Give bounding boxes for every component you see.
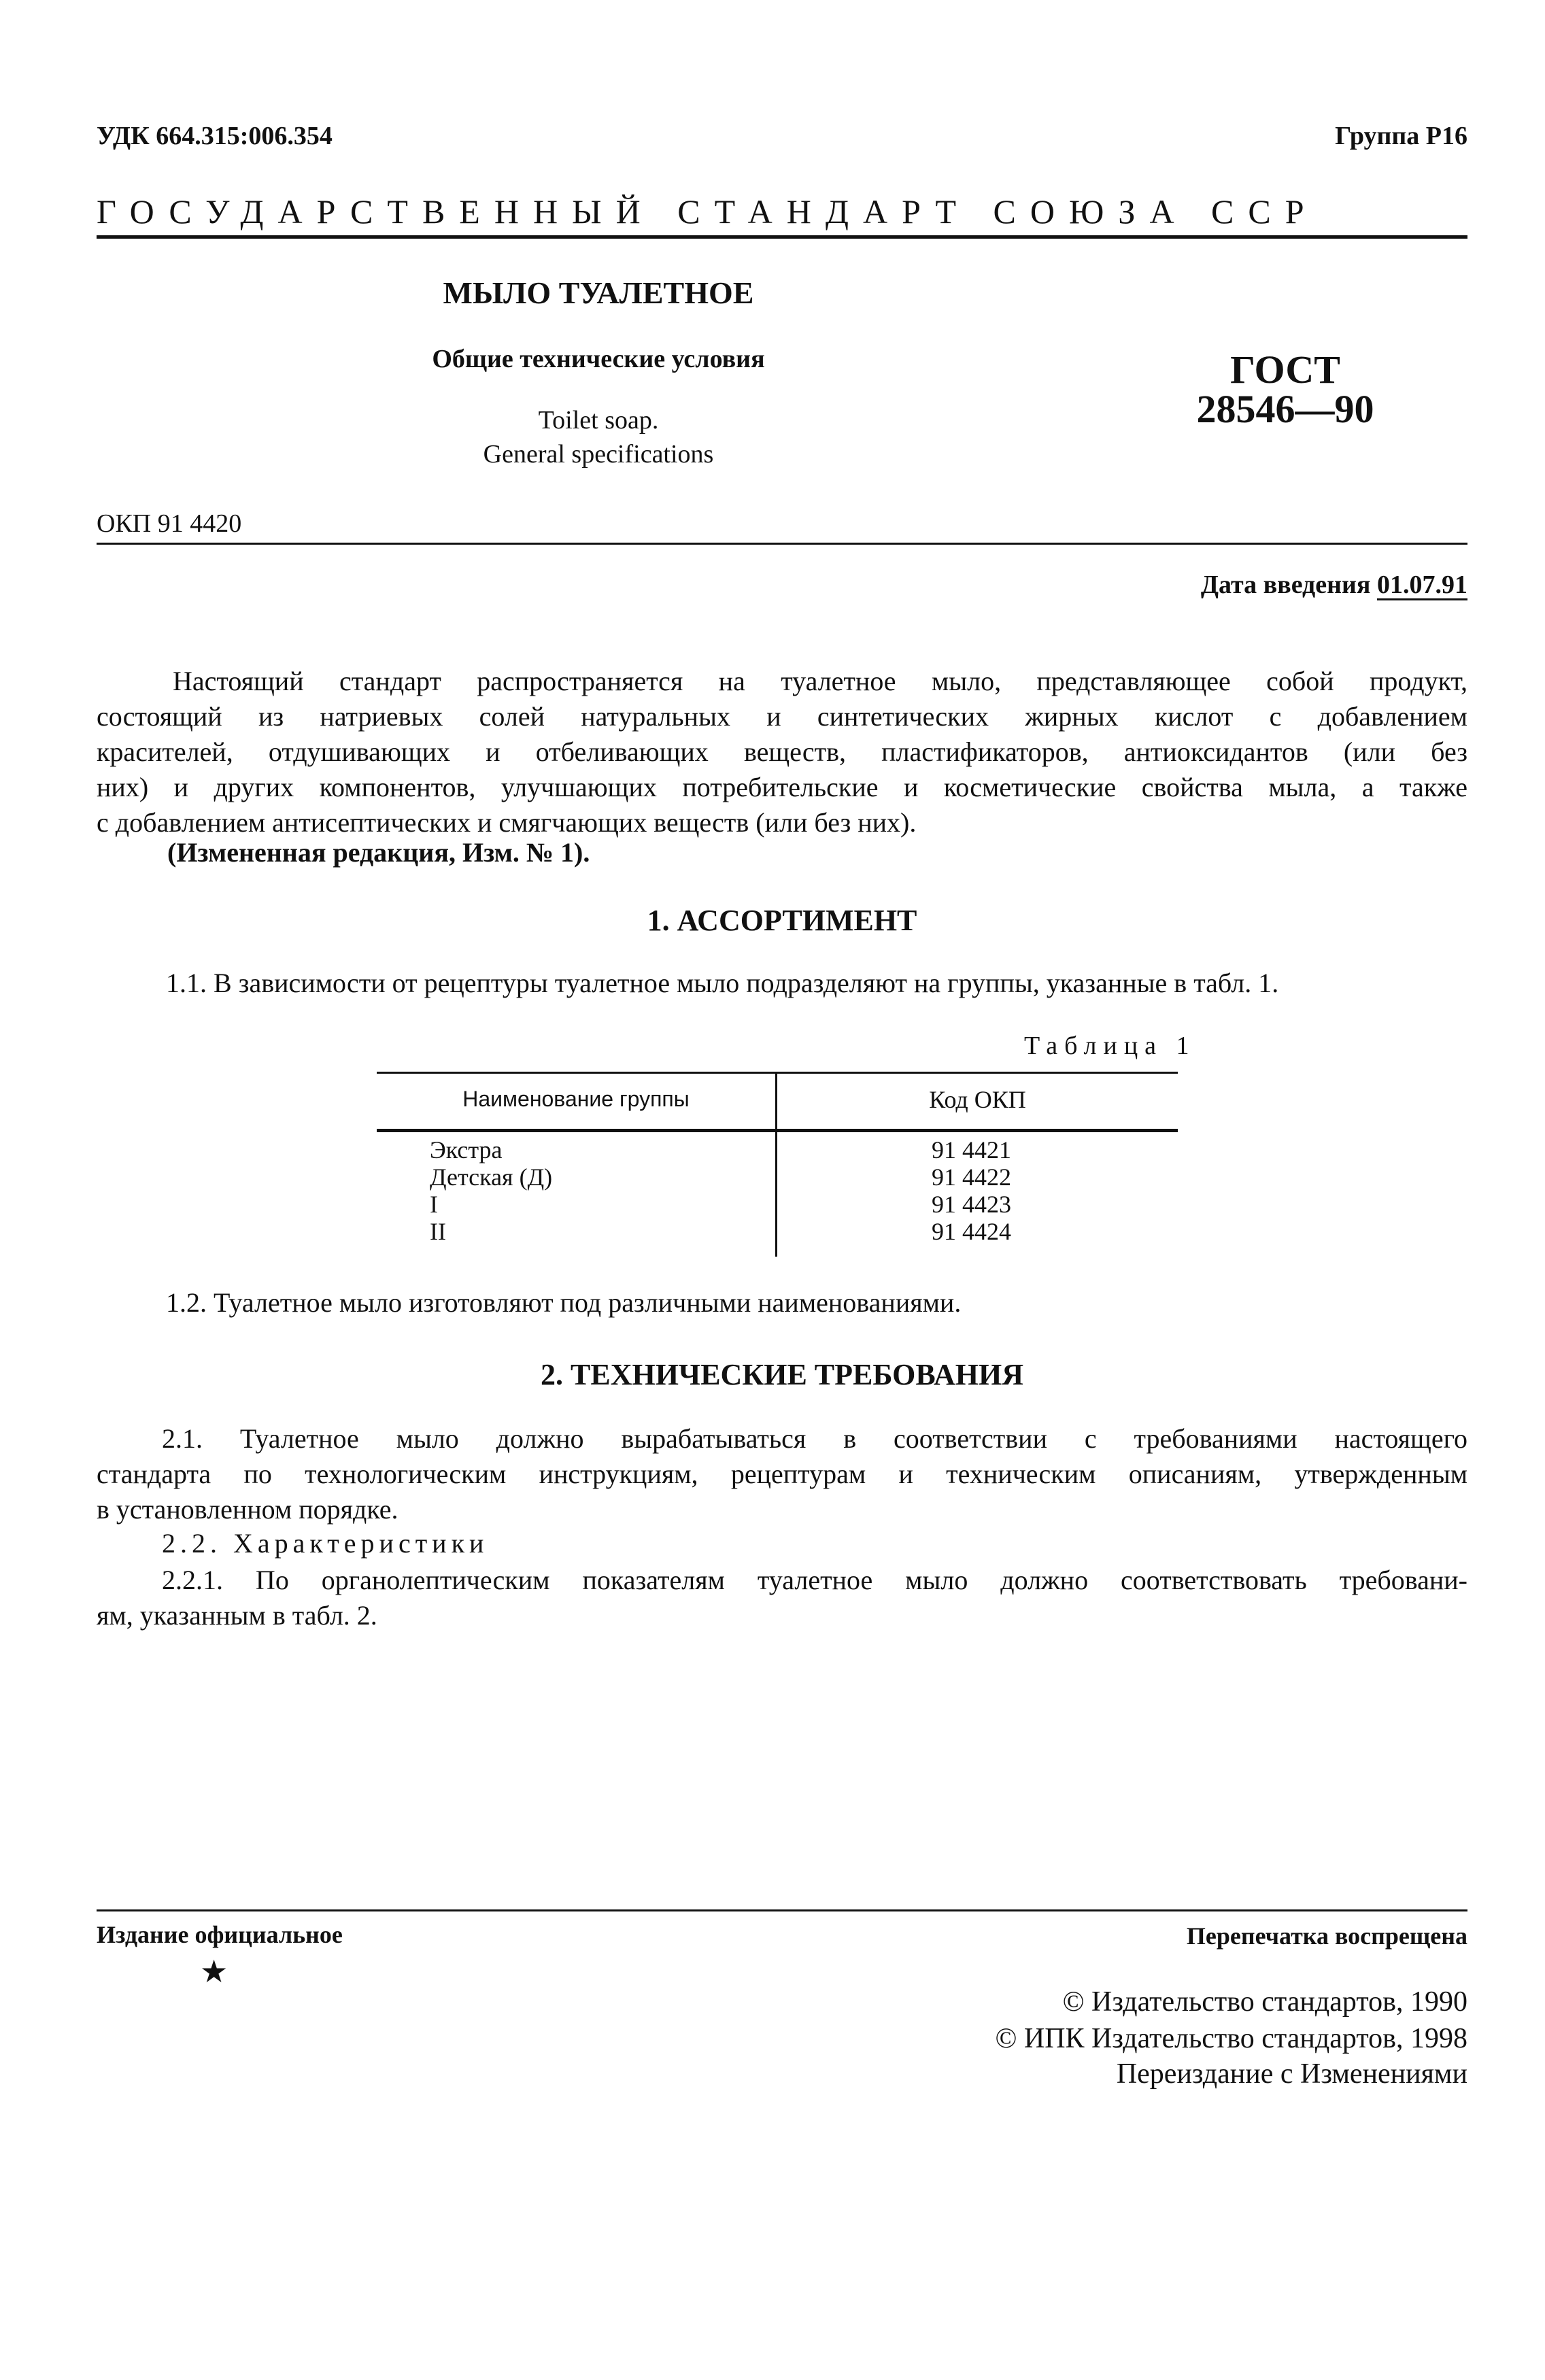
doc-title: МЫЛО ТУАЛЕТНОЕ: [443, 275, 754, 310]
paragraph-2-2-1-line: ям, указанным в табл. 2.: [97, 1600, 377, 1631]
udk-code: УДК 664.315:006.354: [97, 122, 333, 150]
reissue-note: Переиздание с Изменениями: [1116, 2058, 1467, 2090]
okp-rule: [97, 543, 1467, 545]
section-1-title: 1. АССОРТИМЕНТ: [647, 904, 917, 937]
table-cell-code: 91 4422: [932, 1163, 1011, 1191]
footer-rule: [97, 1909, 1467, 1911]
section-2-title: 2. ТЕХНИЧЕСКИЕ ТРЕБОВАНИЯ: [541, 1358, 1023, 1391]
table-cell-group: Экстра: [430, 1136, 503, 1163]
effective-date: [1201, 570, 1467, 600]
paragraph-1-2: 1.2. Туалетное мыло изготовляют под различными наименованиями.: [166, 1287, 962, 1318]
doc-title-en-2: General specifications: [483, 440, 714, 469]
gost-label: ГОСТ: [1230, 347, 1340, 392]
intro-line: состоящий из натриевых солей натуральных и синтетических жирных кислот с добавлением: [97, 701, 1467, 732]
group-code: Группа Р16: [1335, 122, 1467, 150]
state-standard-banner: ГОСУДАРСТВЕННЫЙ СТАНДАРТ СОЮЗА ССР: [97, 192, 1319, 231]
paragraph-1-1: 1.1. В зависимости от рецептуры туалетное мыло подразделяют на группы, указанные в табл. 1.: [166, 968, 1279, 998]
table-cell-code: 91 4421: [932, 1136, 1011, 1163]
effective-date-value: 01.07.91: [1377, 571, 1467, 599]
paragraph-2-1-line: стандарта по технологическим инструкциям, рецептурам и техническим описаниям, утвержденным: [97, 1459, 1467, 1489]
table-header-group-name: Наименование группы: [462, 1087, 690, 1111]
intro-line: с добавлением антисептических и смягчающих веществ (или без них).: [97, 807, 917, 838]
paragraph-2-1: [97, 1421, 1467, 1527]
paragraph-2-2-1: [97, 1563, 1467, 1633]
amendment-note: (Измененная редакция, Изм. № 1).: [167, 837, 590, 868]
paragraph-2-2-1-line: 2.2.1. По органолептическим показателям туалетное мыло должно соответствовать требовани-: [162, 1565, 1467, 1595]
copyright-1990: © Издательство стандартов, 1990: [1062, 1986, 1467, 2018]
doc-subtitle: Общие технические условия: [432, 345, 765, 373]
doc-title-en-1: Toilet soap.: [538, 406, 659, 435]
paragraph-2-1-line: 2.1. Туалетное мыло должно вырабатываться в соответствии с требованиями настоящего: [162, 1423, 1467, 1454]
official-edition: Издание официальное: [97, 1921, 343, 1948]
table-cell-code: 91 4424: [932, 1218, 1011, 1245]
intro-paragraph: [97, 664, 1467, 840]
paragraph-2-2: 2.2. Характеристики: [162, 1528, 489, 1559]
table-1-label: Таблица 1: [1024, 1032, 1196, 1060]
intro-line: Настоящий стандарт распространяется на туалетное мыло, представляющее собой продукт,: [173, 666, 1467, 696]
table-header-okp-code: Код ОКП: [929, 1086, 1026, 1113]
effective-date-label: Дата введения: [1200, 571, 1371, 599]
table-header-rule: [377, 1129, 1178, 1132]
banner-rule: [97, 235, 1467, 239]
table-cell-group: Детская (Д): [430, 1163, 553, 1191]
table-cell-code: 91 4423: [932, 1191, 1011, 1218]
table-top-rule: [377, 1072, 1178, 1074]
star-mark: ★: [200, 1953, 228, 1990]
table-cell-group: II: [430, 1218, 446, 1245]
paragraph-2-1-line: в установленном порядке.: [97, 1494, 398, 1525]
intro-line: красителей, отдушивающих и отбеливающих веществ, пластификаторов, антиоксидантов (или без: [97, 736, 1467, 767]
intro-line: них) и других компонентов, улучшающих потребительские и косметические свойства мыла, а также: [97, 772, 1467, 802]
okp-code: ОКП 91 4420: [97, 509, 242, 538]
reprint-prohibited: Перепечатка воспрещена: [1186, 1922, 1467, 1950]
gost-number: 28546—90: [1196, 387, 1374, 431]
table-cell-group: I: [430, 1191, 438, 1218]
copyright-1998: © ИПК Издательство стандартов, 1998: [995, 2023, 1467, 2054]
